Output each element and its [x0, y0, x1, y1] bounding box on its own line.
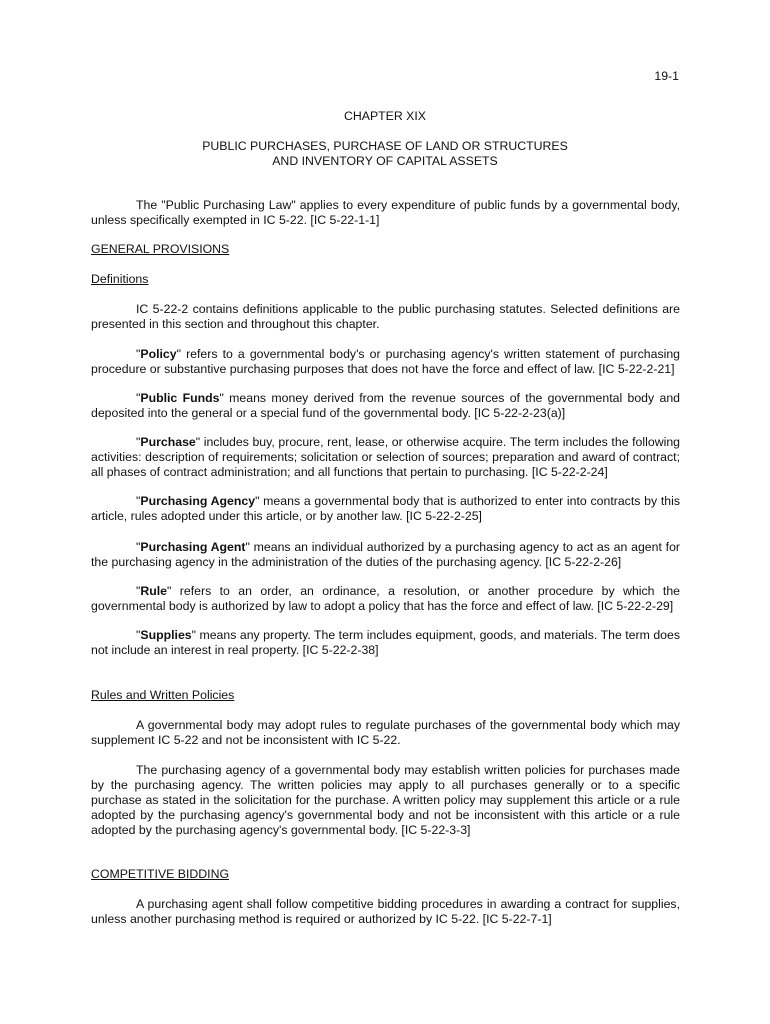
intro-paragraph: The "Public Purchasing Law" applies to every expenditure of public funds by a governmental body, unless specifically exempted in IC 5-22. [IC 5-22-1-1]	[91, 198, 680, 227]
rules-paragraph-1: A governmental body may adopt rules to regulate purchases of the governmental body which may supplement IC 5-22 and not be inconsistent with IC 5-22.	[91, 718, 680, 747]
rules-paragraph-2: The purchasing agency of a governmental body may establish written policies for purchases made by the purchasing agency. The written policies may apply to all purchases generally or to a specific purchase as stated in the solicitation for the purchase. A written policy may supplement this article or a rule adopted by the purchasing agency's governmental body and not be inconsistent with this article or a rule adopted by the purchasing agency's governmental body. [IC 5-22-3-3]	[91, 763, 680, 837]
definition-text: means money derived from the revenue sources of the governmental body and deposited into the general or a special fund of the governmental body. [IC 5-22-2-23(a)]	[91, 391, 681, 420]
definition-purchase: "Purchase" includes buy, procure, rent, lease, or otherwise acquire. The term includes the following activities: description of requirements; solicitation or selection of sources; preparation and award of contract; all phases of contract administration; and all functions that pertain to purchasing. [IC 5-22-2-24]	[91, 435, 680, 479]
competitive-bidding-paragraph: A purchasing agent shall follow competitive bidding procedures in awarding a contract for supplies, unless another purchasing method is required or authorized by IC 5-22. [IC 5-22-7-1]	[91, 897, 680, 926]
definition-text: refers to an order, an ordinance, a resolution, or another procedure by which the governmental body is authorized by law to adopt a policy that has the force and effect of law. [IC 5-22-2-29]	[91, 584, 680, 613]
definition-term: Rule	[140, 584, 168, 598]
definition-supplies: "Supplies" means any property. The term includes equipment, goods, and materials. The term does not include an interest in real property. [IC 5-22-2-38]	[91, 628, 680, 657]
definition-term: Supplies	[140, 628, 192, 642]
definition-term: Purchasing Agent	[140, 540, 246, 554]
competitive-bidding-heading: COMPETITIVE BIDDING	[91, 867, 230, 881]
chapter-heading: CHAPTER XIX	[344, 109, 426, 123]
definition-term: Purchasing Agency	[140, 494, 256, 508]
definition-policy: "Policy" refers to a governmental body's or purchasing agency's written statement of purchasing procedure or substantive purchasing purposes that does not have the force and effect of law. [IC 5-22-2-21]	[91, 347, 680, 376]
definitions-heading: Definitions	[91, 272, 149, 286]
definitions-intro-paragraph: IC 5-22-2 contains definitions applicable to the public purchasing statutes. Selected definitions are presented in this section and throughout this chapter.	[91, 302, 680, 331]
definition-rule: "Rule" refers to an order, an ordinance, a resolution, or another procedure by which the governmental body is authorized by law to adopt a policy that has the force and effect of law. [IC 5-22-2-29]	[91, 584, 680, 613]
definition-purchasing-agency: "Purchasing Agency" means a governmental body that is authorized to enter into contracts by this article, rules adopted under this article, or by another law. [IC 5-22-2-25]	[91, 494, 680, 523]
definition-term: Policy	[140, 347, 177, 361]
general-provisions-heading: GENERAL PROVISIONS	[91, 242, 230, 256]
page-number: 19-1	[654, 69, 679, 83]
rules-and-policies-heading: Rules and Written Policies	[91, 688, 235, 702]
definition-text: means an individual authorized by a purchasing agency to act as an agent for the purchasing agency in the administration of the duties of the purchasing agency. [IC 5-22-2-26]	[91, 540, 681, 569]
definition-text: means any property. The term includes equipment, goods, and materials. The term does not include an interest in real property. [IC 5-22-2-38]	[91, 628, 680, 657]
definition-term: Purchase	[140, 435, 196, 449]
definition-text: includes buy, procure, rent, lease, or otherwise acquire. The term includes the following activities: description of requirements; solicitation or selection of sources; preparation and award of contract; all phases of contract administration; and all functions that pertain to purchasing. [IC 5-22-2-24]	[91, 435, 680, 479]
chapter-title-line-2: AND INVENTORY OF CAPITAL ASSETS	[272, 154, 498, 168]
definition-public-funds: "Public Funds" means money derived from the revenue sources of the governmental body and deposited into the general or a special fund of the governmental body. [IC 5-22-2-23(a)]	[91, 391, 681, 420]
chapter-title-line-1: PUBLIC PURCHASES, PURCHASE OF LAND OR STRUCTURES	[202, 139, 568, 153]
definition-text: means a governmental body that is authorized to enter into contracts by this article, rules adopted under this article, or by another law. [IC 5-22-2-25]	[91, 494, 680, 523]
definition-term: Public Funds	[140, 391, 220, 405]
definition-text: refers to a governmental body's or purchasing agency's written statement of purchasing procedure or substantive purchasing purposes that does not have the force and effect of law. [IC 5-22-2-21]	[91, 347, 680, 376]
definition-purchasing-agent: "Purchasing Agent" means an individual authorized by a purchasing agency to act as an agent for the purchasing agency in the administration of the duties of the purchasing agency. [IC 5-22-2-26]	[91, 540, 681, 569]
